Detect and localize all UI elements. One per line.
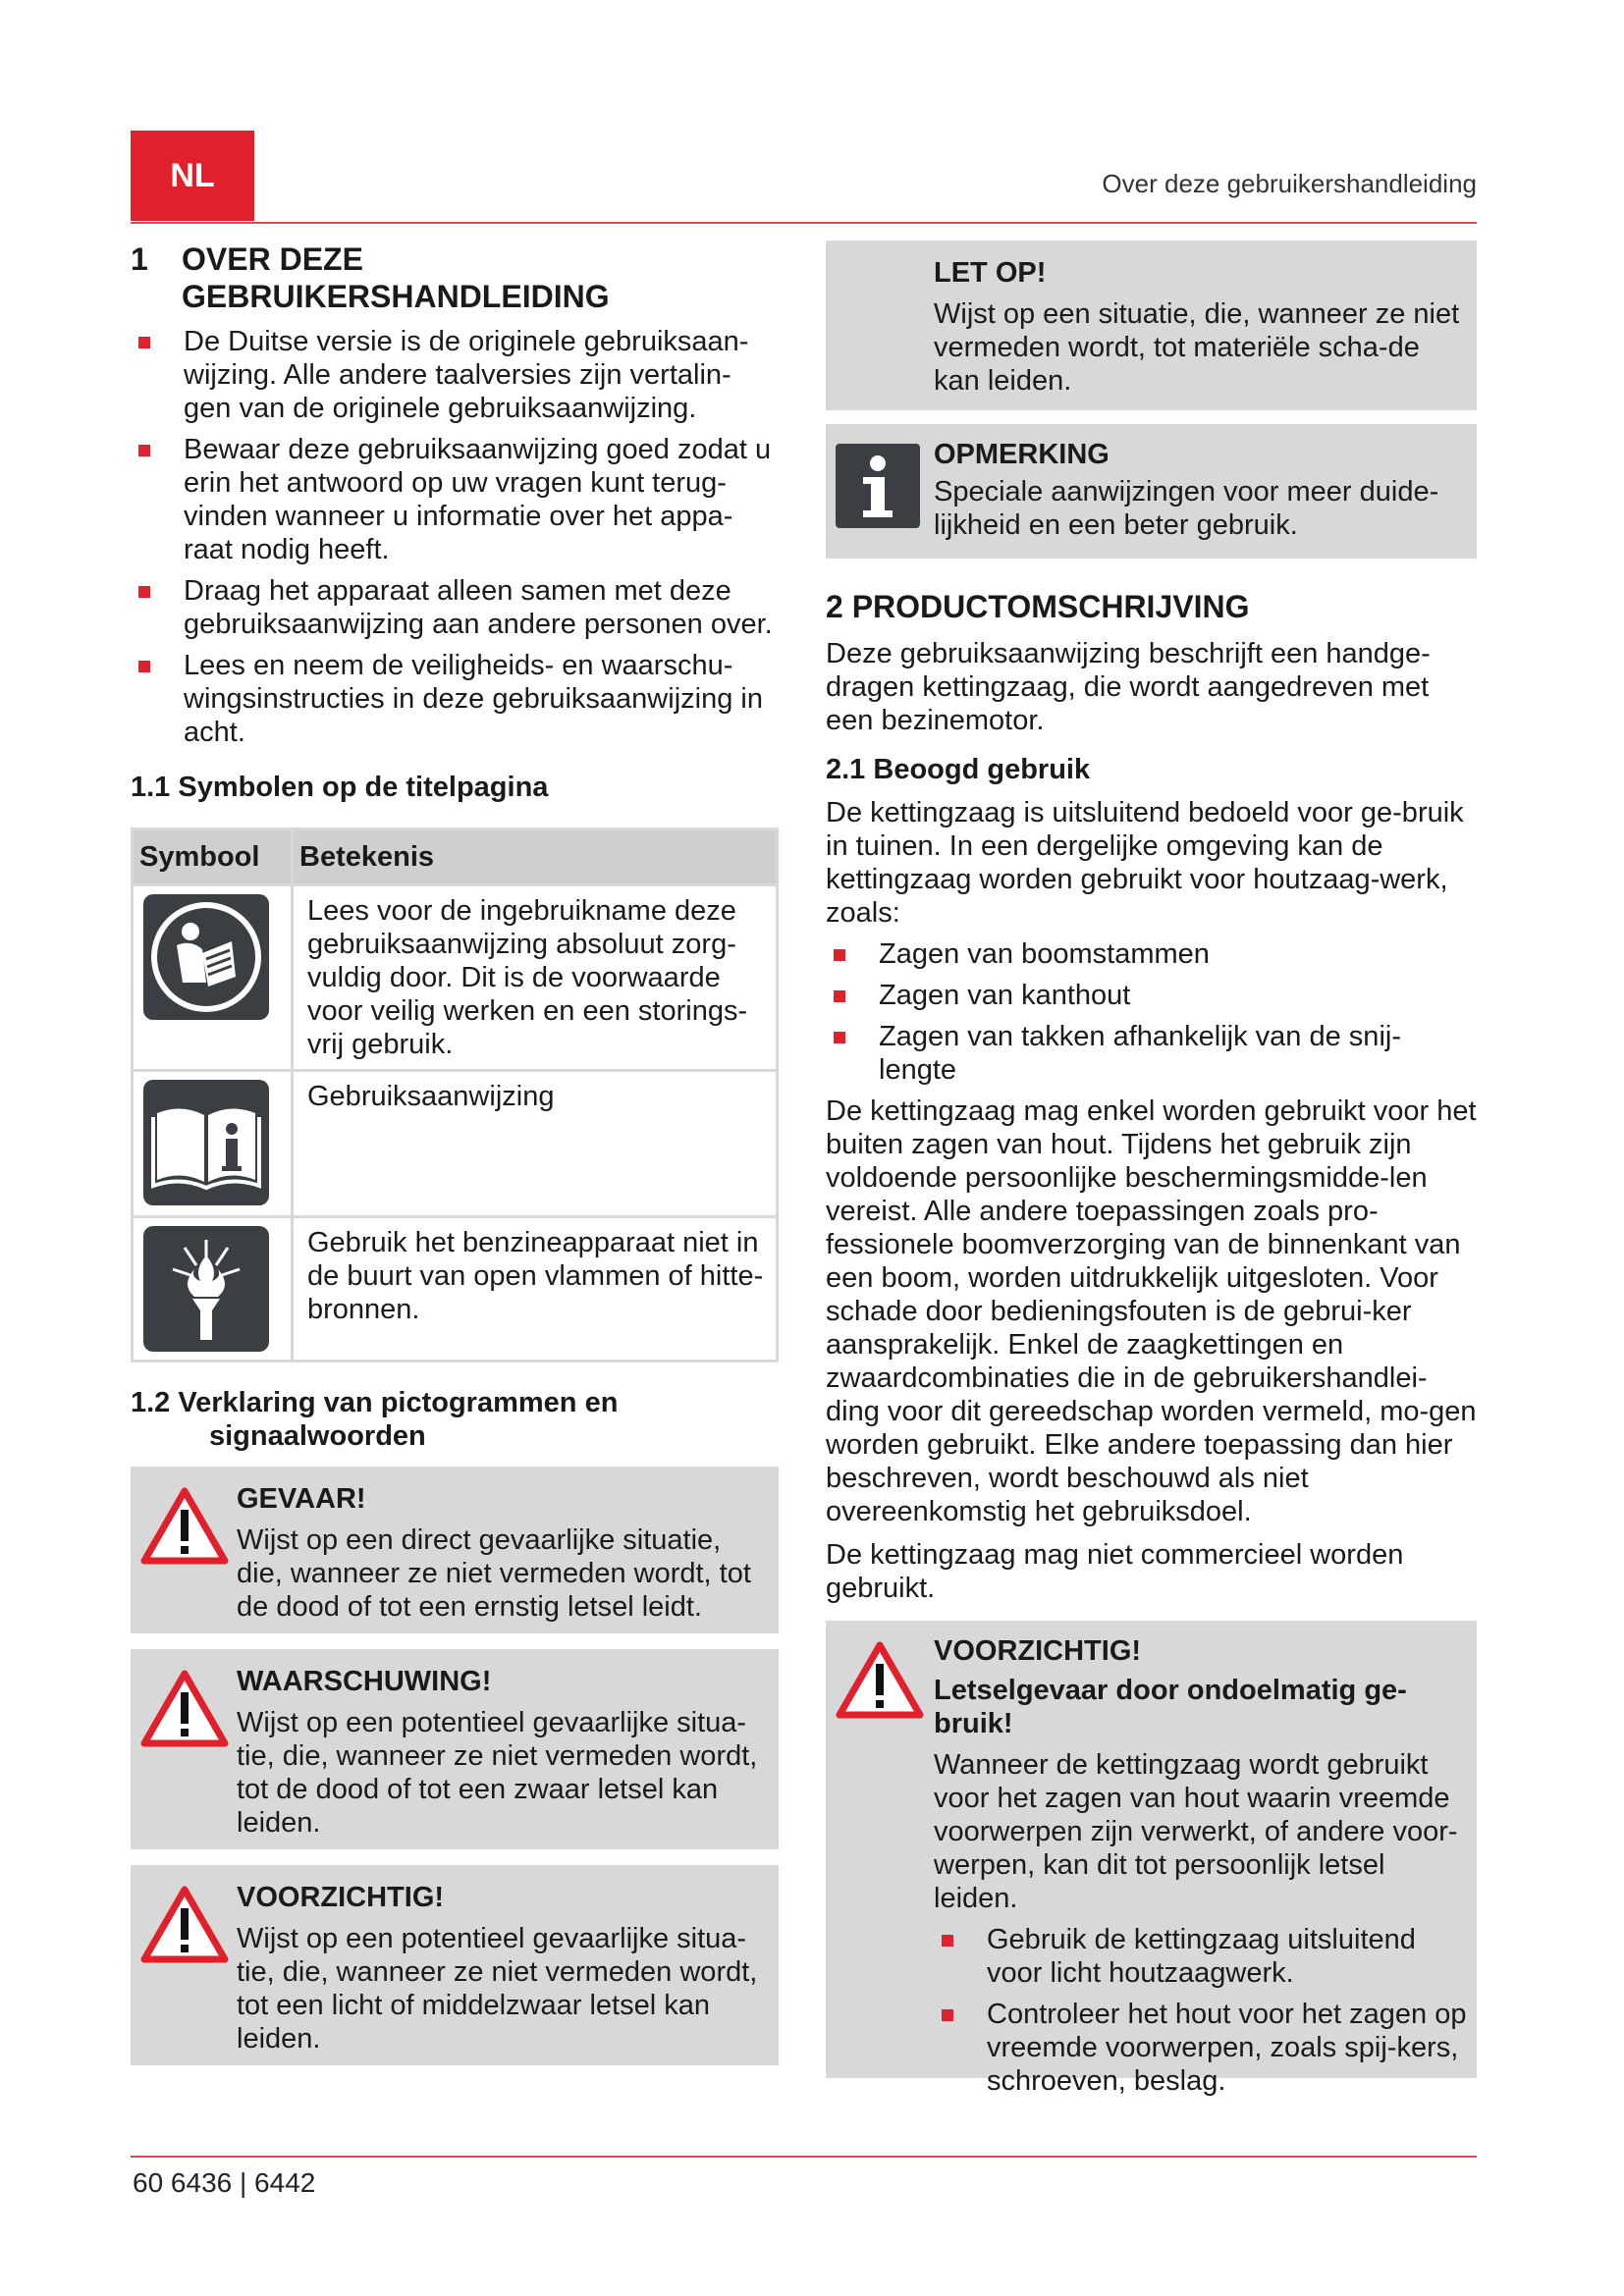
section-1-2-heading <box>131 1386 779 1453</box>
right-column <box>826 240 1477 2097</box>
bullet-square-icon <box>942 1935 953 1947</box>
notice-body: Speciale aanwijzingen voor meer duide-lijkheid en een beter gebruik. <box>934 476 1439 541</box>
notice-body: Wijst op een situatie, die, wanneer ze niet vermeden wordt, tot materiële scha-de kan leiden. <box>934 298 1460 397</box>
symbol-cell <box>133 885 293 1071</box>
page-header-title: Over deze gebruikershandleiding <box>1102 169 1477 198</box>
info-icon <box>836 444 920 528</box>
section-1-heading <box>131 240 779 315</box>
bullet-square-icon <box>834 1032 845 1043</box>
opmerking-notice <box>826 424 1477 559</box>
list-item-text: Controleer het hout voor het zagen op vreemde voorwerpen, zoals spij-kers, schroeven, beslag. <box>987 1999 1467 2097</box>
notice-title: VOORZICHTIG! <box>934 1635 1142 1667</box>
warning-triangle-icon <box>140 1885 229 1963</box>
warning-triangle-icon <box>140 1669 229 1747</box>
list-item-text: Bewaar deze gebruiksaanwijzing goed zodat u erin het antwoord op uw vragen kunt terug-vinden wanneer u informatie over het appa-raat nodig heeft. <box>184 434 772 565</box>
list-item-text: Zagen van takken afhankelijk van de snij-lengte <box>879 1021 1401 1086</box>
column-header-symbol: Symbool <box>133 829 293 885</box>
letop-notice <box>826 240 1477 410</box>
notice-subtitle: Letselgevaar door ondoelmatig ge-bruik! <box>934 1675 1407 1739</box>
list-item <box>826 1020 1477 1087</box>
caution-bullets <box>934 1923 1467 2098</box>
section-2-heading: 2 PRODUCTOMSCHRIJVING <box>826 589 1250 624</box>
left-column <box>131 240 779 2065</box>
list-item-text: Zagen van boomstammen <box>879 938 1210 970</box>
list-item <box>131 649 779 749</box>
section-title-line1: OVER DEZE <box>182 241 363 277</box>
list-item <box>934 1923 1467 1990</box>
list-item-text: De Duitse versie is de originele gebruiksaan-wijzing. Alle andere taalversies zijn vertalin-gen van de originele gebruiksaanwijzing. <box>184 326 749 424</box>
bullet-square-icon <box>942 2009 953 2021</box>
table-row <box>133 1071 778 1217</box>
notice-title: LET OP! <box>934 257 1047 289</box>
usage-bullets <box>826 937 1477 1087</box>
table-header-row <box>133 829 778 885</box>
section-2-1-paragraph-3: De kettingzaag mag niet commercieel worden gebruikt. <box>826 1539 1404 1604</box>
notice-body: Wijst op een potentieel gevaarlijke situa-tie, die, wanneer ze niet vermeden wordt, tot de dood of tot een zwaar letsel kan leiden. <box>237 1707 758 1839</box>
footer-model-number: 60 6436 | 6442 <box>133 2167 316 2198</box>
notice-body: Wijst op een potentieel gevaarlijke situa-tie, die, wanneer ze niet vermeden wordt, tot een licht of middelzwaar letsel kan leiden. <box>237 1923 758 2055</box>
section-2-intro: Deze gebruiksaanwijzing beschrijft een handge-dragen kettingzaag, die wordt aangedreven met een bezinemotor. <box>826 638 1431 736</box>
section-1-bullets <box>131 325 779 749</box>
danger-notice <box>131 1467 779 1633</box>
no-open-flame-icon <box>143 1226 269 1352</box>
bullet-square-icon <box>138 661 150 672</box>
section-2-1-paragraph-1: De kettingzaag is uitsluitend bedoeld voor ge-bruik in tuinen. In een dergelijke omgeving kan de kettingzaag worden gebruikt voor houtzaag-werk, zoals: <box>826 797 1464 929</box>
bullet-square-icon <box>138 445 150 456</box>
meaning-cell: Gebruiksaanwijzing <box>293 1071 778 1217</box>
meaning-cell: Lees voor de ingebruikname deze gebruiksaanwijzing absoluut zorg-vuldig door. Dit is de voorwaarde voor veilig werken en een storings-vrij gebruik. <box>293 885 778 1071</box>
section-title-line2: GEBRUIKERSHANDLEIDING <box>182 279 610 314</box>
caution-notice <box>131 1865 779 2065</box>
notice-title: GEVAAR! <box>237 1483 366 1515</box>
list-item-text: Draag het apparaat alleen samen met deze gebruiksaanwijzing aan andere personen over. <box>184 575 773 640</box>
symbol-cell <box>133 1217 293 1362</box>
list-item <box>934 1998 1467 2098</box>
read-manual-icon <box>143 894 269 1020</box>
list-item <box>826 937 1477 971</box>
table-row <box>133 1217 778 1362</box>
section-2-1-paragraph-2: De kettingzaag mag enkel worden gebruikt voor het buiten zagen van hout. Tijdens het gebruik zijn voldoende persoonlijke beschermingsmidde-len vereist. Alle andere toepassingen zoals pro-fessionele boomverzorging van de binnenkant van een boom, worden uitdrukkelijk uitgesloten. Voor schade door bedieningsfouten is de gebrui-ker aansprakelijk. Enkel de zaagkettingen en zwaardcombinaties die in de gebruikershandlei-ding voor dit gereedschap worden vermeld, mo-gen worden gebruikt. Elke andere toepassing dan hier beschreven, wordt beschouwd als niet overeenkomstig het gebruiksdoel. <box>826 1095 1477 1527</box>
list-item-text: Lees en neem de veiligheids- en waarschu-wingsinstructies in deze gebruiksaanwijzing in acht. <box>184 650 763 748</box>
list-item <box>826 979 1477 1012</box>
notice-title: VOORZICHTIG! <box>237 1882 445 1913</box>
heading-line2: signaalwoorden <box>209 1420 426 1452</box>
warning-triangle-icon <box>836 1640 924 1719</box>
list-item <box>131 574 779 641</box>
header-divider <box>131 222 1477 224</box>
notice-title: OPMERKING <box>934 439 1110 470</box>
footer-divider <box>131 2156 1477 2158</box>
symbol-cell <box>133 1071 293 1217</box>
manual-book-icon <box>143 1080 269 1205</box>
notice-body: Wanneer de kettingzaag wordt gebruikt voor het zagen van hout waarin vreemde voorwerpen zijn verwerkt, of andere voor-werpen, kan dit tot persoonlijk letsel leiden. <box>934 1749 1458 1914</box>
table-row <box>133 885 778 1071</box>
bullet-square-icon <box>834 949 845 961</box>
list-item-text: Zagen van kanthout <box>879 980 1131 1011</box>
bullet-square-icon <box>138 337 150 348</box>
bullet-square-icon <box>138 586 150 598</box>
list-item-text: Gebruik de kettingzaag uitsluitend voor licht houtzaagwerk. <box>987 1924 1416 1989</box>
list-item <box>131 433 779 566</box>
section-2-1-heading: 2.1 Beoogd gebruik <box>826 754 1091 785</box>
caution-improper-use-notice <box>826 1621 1477 2097</box>
bullet-square-icon <box>834 990 845 1002</box>
notice-body: Wijst op een direct gevaarlijke situatie, die, wanneer ze niet vermeden wordt, tot de dood of tot een ernstig letsel leidt. <box>237 1524 751 1623</box>
language-tab: NL <box>131 131 254 221</box>
list-item <box>131 325 779 425</box>
warning-triangle-icon <box>140 1486 229 1565</box>
section-number: 1 <box>131 241 148 277</box>
symbols-table <box>131 828 779 1362</box>
meaning-cell: Gebruik het benzineapparaat niet in de buurt van open vlammen of hitte-bronnen. <box>293 1217 778 1362</box>
heading-line1: 1.2 Verklaring van pictogrammen en <box>131 1387 619 1418</box>
section-1-1-heading: 1.1 Symbolen op de titelpagina <box>131 772 549 803</box>
notice-title: WAARSCHUWING! <box>237 1666 492 1697</box>
warning-notice <box>131 1649 779 1849</box>
column-header-meaning: Betekenis <box>293 829 778 885</box>
